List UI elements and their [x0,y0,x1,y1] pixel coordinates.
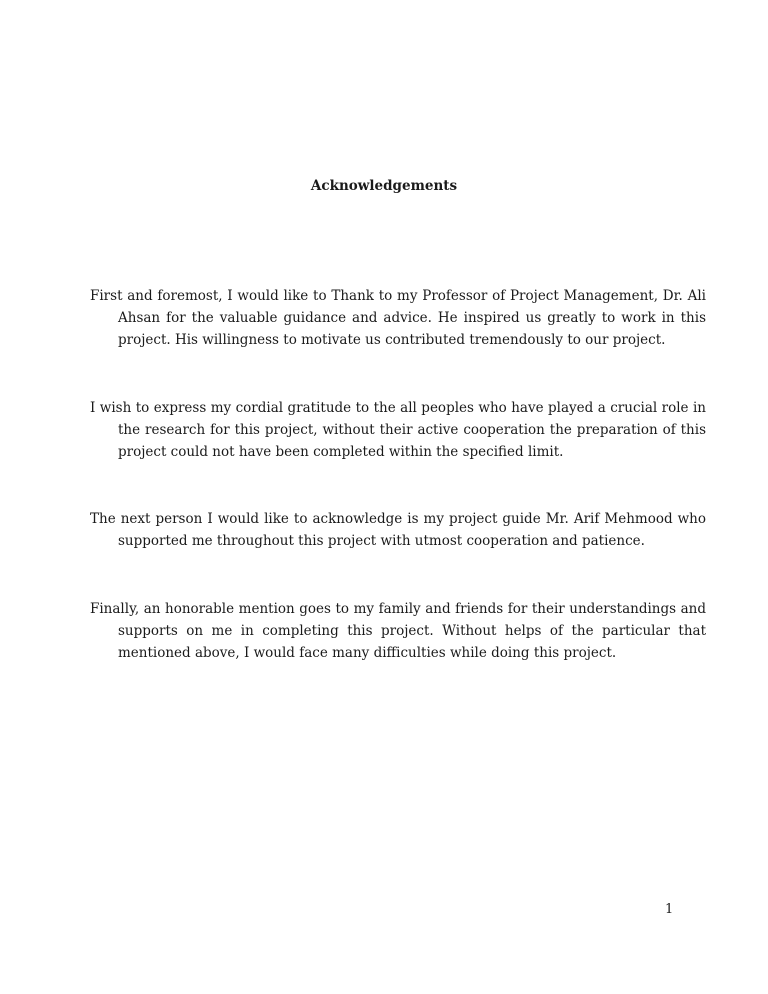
paragraph-gratitude: I wish to express my cordial gratitude to the all peoples who have played a crucial role in the research for this project, without their active cooperation the preparation of this project could not have been completed within the specified limit. [90,400,706,460]
page-number: 1 [665,902,674,917]
page-title: Acknowledgements [310,178,458,194]
paragraph-project-guide: The next person I would like to acknowledge is my project guide Mr. Arif Mehmood who supported me throughout this project with utmost cooperation and patience. [90,511,706,549]
paragraph-professor-thanks: First and foremost, I would like to Thank to my Professor of Project Management, Dr. Ali Ahsan for the valuable guidance and advice. He inspired us greatly to work in this project. His willingness to motivate us contributed tremendously to our project. [90,288,706,348]
paragraph-family-friends: Finally, an honorable mention goes to my family and friends for their understandings and supports on me in completing this project. Without helps of the particular that mentioned above, I would face many difficulties while doing this project. [90,601,706,661]
